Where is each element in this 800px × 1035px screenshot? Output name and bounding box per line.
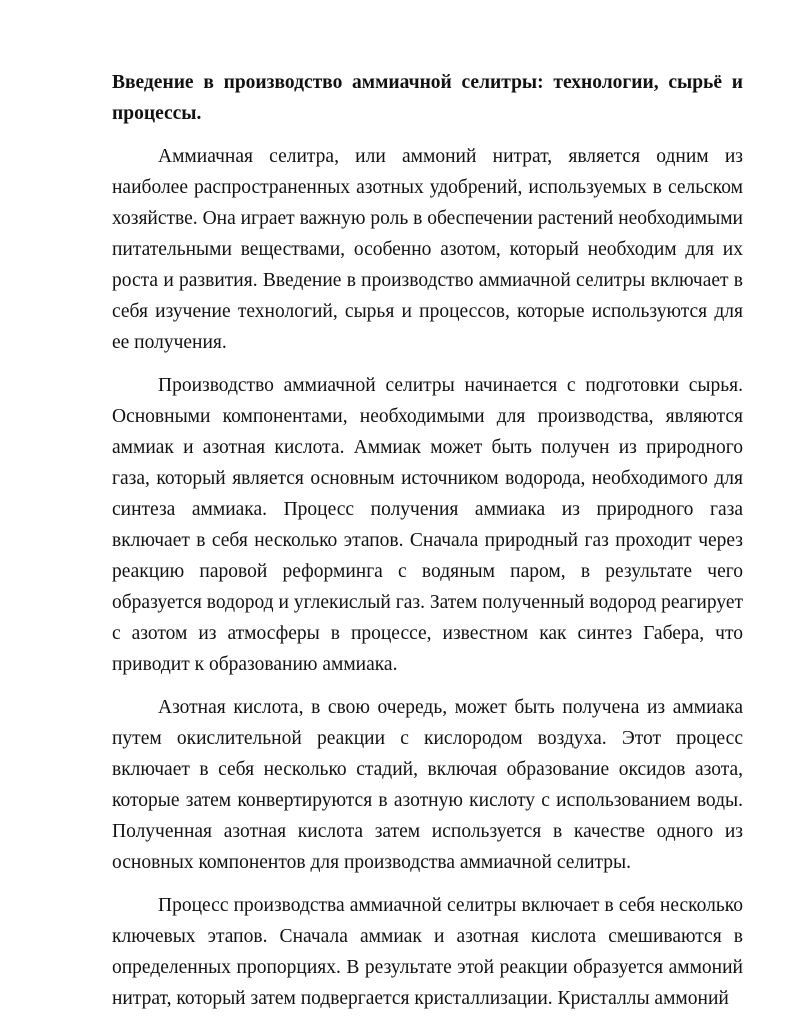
paragraph-intro: Аммиачная селитра, или аммоний нитрат, является одним из наиболее распространенных азотных удобрений, используемых в сельском хозяйстве. Она играет важную роль в обеспечении растений необходимыми питательными веществами, особенно азотом, который необходим для их роста и развития. Введение в производство аммиачной селитры включает в себя изучение технологий, сырья и процессов, которые используются для ее получения. xyxy=(112,146,743,353)
document-heading: Введение в производство аммиачной селитры: технологии, сырьё и процессы. xyxy=(112,72,743,124)
paragraph-process: Процесс производства аммиачной селитры включает в себя несколько ключевых этапов. Сначала аммиак и азотная кислота смешиваются в определенных пропорциях. В результате этой реакции образуется аммоний нитрат, который затем подвергается кристаллизации. Кристаллы аммоний xyxy=(112,895,743,1009)
document-page xyxy=(112,67,743,1026)
paragraph-raw-materials: Производство аммиачной селитры начинается с подготовки сырья. Основными компонентами, необходимыми для производства, являются аммиак и азотная кислота. Аммиак может быть получен из природного газа, который является основным источником водорода, необходимого для синтеза аммиака. Процесс получения аммиака из природного газа включает в себя несколько этапов. Сначала природный газ проходит через реакцию паровой реформинга с водяным паром, в результате чего образуется водород и углекислый газ. Затем полученный водород реагирует с азотом из атмосферы в процессе, известном как синтез Габера, что приводит к образованию аммиака. xyxy=(112,375,743,675)
paragraph-nitric-acid: Азотная кислота, в свою очередь, может быть получена из аммиака путем окислительной реакции с кислородом воздуха. Этот процесс включает в себя несколько стадий, включая образование оксидов азота, которые затем конвертируются в азотную кислоту с использованием воды. Полученная азотная кислота затем используется в качестве одного из основных компонентов для производства аммиачной селитры. xyxy=(112,697,743,873)
